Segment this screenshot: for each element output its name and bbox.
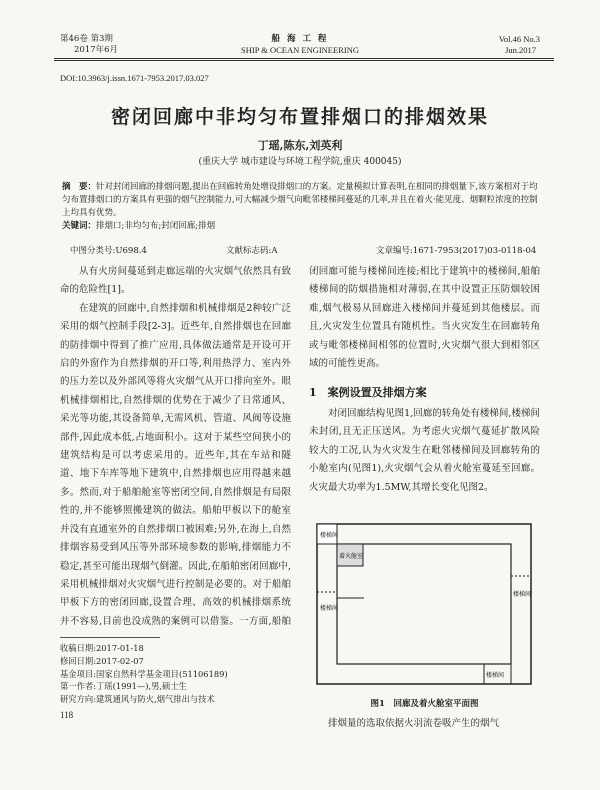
article-number: 文章编号:1671-7953(2017)03-0118-04 bbox=[376, 246, 537, 256]
doi: DOI:10.3963/j.issn.1671-7953.2017.03.027 bbox=[60, 73, 209, 83]
authors: 丁瑶,陈东,刘英利 bbox=[257, 139, 343, 152]
volume-issue: 第46卷 第3期 bbox=[60, 34, 113, 44]
figure-caption: 图1 回廊及着火舱室平面图 bbox=[370, 699, 479, 709]
section-heading: 1 案例设置及排烟方案 bbox=[309, 386, 427, 399]
left-paragraph: 在建筑的回廊中,自然排烟和机械排烟是2种较广泛采用的烟气控制手段[2-3]。近些年,自然排烟也在回廊的防排烟中得到了推广应用,具体做法通常是开设可开启的外窗作为自然排烟的开口等,利用热浮力、室内外的压力差以及外部风等将火灾烟气从开口排向室外。眼机械排烟相比,自然排烟的优势在于减少了日常通风、采光等功能,其设备简单,无需风机、管道、风阀等设施部件,因此成本低,占地面积小。这对于某些空间狭小的建筑结构是可以考虑采用的。近些年,其在车站和隧道、地下车库等地下建筑中,自然排烟也应用得越来越多。然而,对于船舶舱室等密闭空间,自然排烟是有局限性的,并不能够照搬建筑的做法。船舶甲板以下的舱室并没有直通室外的自然排烟口被困难;另外,在海上,自然排烟容易受到风压等外部环境参数的影响,排烟能力不稳定,甚至可能出现烟气倒灌。因此,在船舶密闭回廊中,采用机械排烟对火灾烟气进行控制是必要的。对于船舶甲板下方的密闭回廊,设置合理、高效的机械排烟系统并不容易,目前也没成熟的案例可以借鉴。一方面,船舶 bbox=[60, 302, 291, 627]
fire-room-label: 着火舱室 bbox=[339, 553, 364, 560]
first-author: 第一作者:丁瑶(1991—),男,硕士生 bbox=[60, 681, 187, 692]
publish-date-en: Jun.2017 bbox=[505, 45, 536, 55]
right-column-last bbox=[309, 715, 540, 733]
fund-info: 基金项目:国家自然科学基金项目(51106189) bbox=[60, 668, 228, 679]
revised-date: 修回日期:2017-02-07 bbox=[60, 655, 144, 666]
left-column bbox=[60, 263, 291, 633]
right-column-top bbox=[309, 263, 540, 373]
page-number: 118 bbox=[60, 710, 74, 720]
right-column-mid bbox=[309, 405, 540, 517]
publish-date: 2017年6月 bbox=[74, 45, 119, 55]
document-code: 文献标志码:A bbox=[226, 246, 278, 256]
volume-issue-en: Vol.46 No.3 bbox=[498, 34, 540, 44]
clc-number: 中图分类号:U698.4 bbox=[70, 246, 147, 256]
keywords: 排烟口;非均匀布;封闭回廊;排烟 bbox=[96, 221, 216, 231]
stair-label-top: 楼梯间 bbox=[320, 532, 339, 539]
right-paragraph: 闭回廊可能与楼梯间连接;相比于建筑中的楼梯间,船舶楼梯间的防烟措施相对薄弱,在其中设置正压防烟较困难,烟气极易从回廊进入楼梯间并蔓延到其他楼层。而且,火灾发生位置具有随机性。当火灾发生在回廊转角或与毗邻楼梯间相邻的位置时,火灾烟气很大到相邻区域的可能性更高。 bbox=[309, 266, 540, 370]
stair-label-side: 楼梯间 bbox=[320, 605, 339, 612]
right-paragraph: 排烟量的选取依据火羽流卷吸产生的烟气 bbox=[328, 718, 500, 729]
header-rule bbox=[54, 58, 554, 59]
affiliation: (重庆大学 城市建设与环境工程学院,重庆 400045) bbox=[198, 157, 402, 167]
right-paragraph: 对闭回廊结构见图1,回廊的转角处有楼梯间,楼梯间未封闭,且无正压送风。为考虑火灾烟气蔓延扩散风险较大的工况,认为火灾发生在毗邻楼梯间及回廊转角的小舱室内(见图1),火灾烟气会从着火舱室蔓延至回廊。火灾最大功率为1.5MW,其增长变化见图2。 bbox=[309, 408, 540, 493]
journal-name-en: SHIP & OCEAN ENGINEERING bbox=[241, 45, 359, 55]
footnote bbox=[60, 642, 291, 706]
keywords-label: 关键词： bbox=[62, 221, 97, 231]
abstract-text: 针对封闭回廊的排烟问题,提出在回廊转角处增设排烟口的方案。定量模拟计算表明,在相同的排烟量下,该方案相对于均匀布置排烟口的方案具有更强的烟气控制能力,可大幅减少烟气向毗邻楼梯间蔓延的几率,并且在着火·能见度、烟颗粒浓度的控制上均具有优势。 bbox=[62, 182, 538, 218]
floor-plan-figure bbox=[309, 520, 540, 690]
received-date: 收稿日期:2017-01-18 bbox=[60, 643, 144, 653]
footnote-rule bbox=[60, 637, 160, 638]
journal-name-cn: 船 海 工 程 bbox=[271, 34, 329, 44]
abstract bbox=[62, 181, 538, 233]
stair-label-bottom: 楼梯间 bbox=[486, 672, 505, 679]
abstract-label: 摘 要： bbox=[62, 182, 97, 192]
page-title: 密闭回廊中非均匀布置排烟口的排烟效果 bbox=[110, 106, 489, 128]
research-direction: 研究方向:建筑通风与防火,烟气排出与技术 bbox=[60, 694, 215, 705]
left-paragraph: 从有火房间蔓延到走廊远端的火灾烟气依然具有致命的危险性[1]。 bbox=[60, 266, 291, 296]
header-rule-double bbox=[54, 60, 554, 61]
stair-label-right: 楼梯间 bbox=[513, 591, 532, 598]
